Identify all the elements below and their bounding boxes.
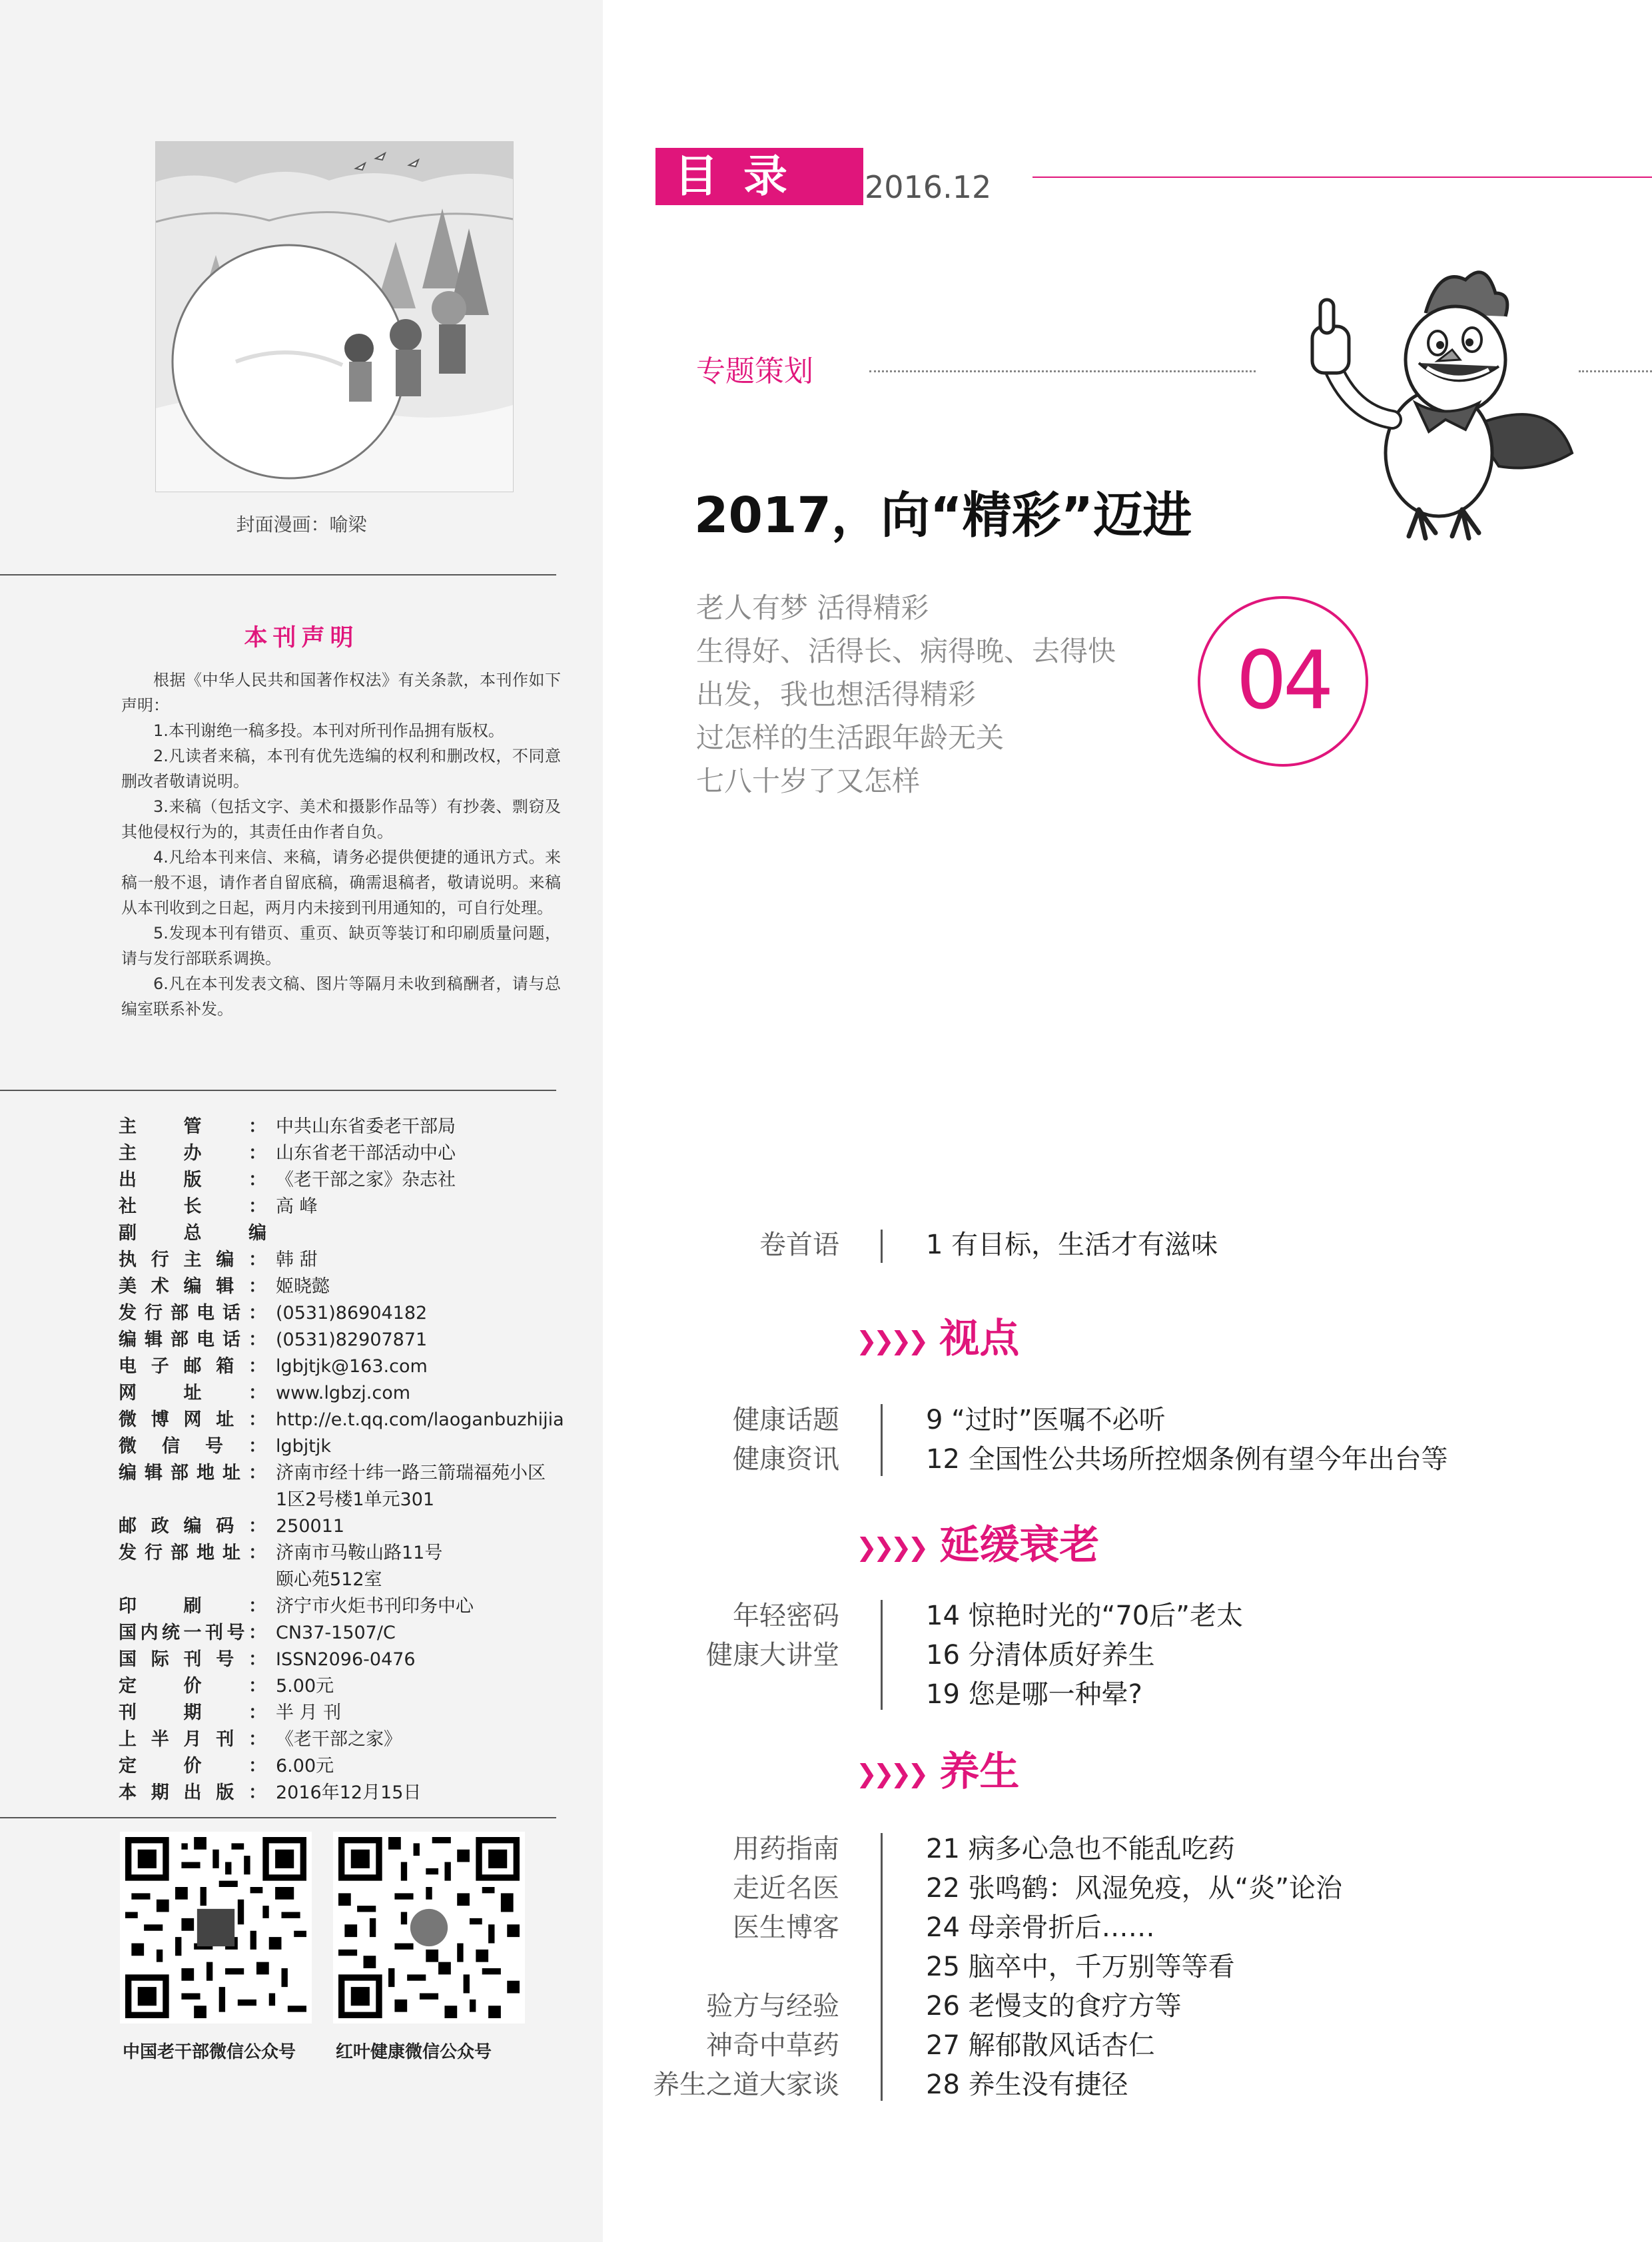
divider (0, 1090, 556, 1091)
section-title: 视点 (939, 1315, 1020, 1362)
masthead-row (119, 1247, 564, 1274)
header-rule (1032, 177, 1652, 178)
toc-items (926, 1597, 1243, 1714)
toc-divider (881, 1833, 883, 2101)
toc-item[interactable]: 16 分清体质好养生 (926, 1640, 1155, 1671)
dotted-rule (1579, 370, 1652, 372)
declaration-paragraph: 4.凡给本刊来信、来稿，请务必提供便捷的通讯方式。来稿一般不退，请作者自留底稿，确需退稿者，敬请说明。来稿从本刊收到之日起，两月内未接到刊用通知的，可自行处理。 (121, 848, 561, 917)
toc-items (926, 1401, 1448, 1479)
toc-item[interactable]: 28 养生没有捷径 (926, 2069, 1128, 2100)
masthead-label: 国 际 刊 号 ： (119, 1649, 266, 1670)
feature-subtitle: 七八十岁了又怎样 (696, 765, 921, 797)
masthead-value: http://e.t.qq.com/laoganbuzhijia (276, 1409, 564, 1430)
feature-page-number: 04 (1198, 596, 1368, 767)
toc-columns (613, 1830, 839, 2105)
masthead-row (119, 1433, 564, 1460)
masthead-label: 微 博 网 址 ： (119, 1409, 266, 1430)
toc-column: 健康话题 (733, 1405, 839, 1435)
masthead-row (119, 1327, 564, 1353)
toc-column: 走近名医 (733, 1873, 839, 1904)
toc-items (926, 1830, 1342, 2105)
toc-title: 目录 (655, 148, 863, 205)
chevrons-icon: ❯❯❯❯ (856, 1533, 925, 1563)
masthead-value: 中共山东省委老干部局 (276, 1116, 456, 1137)
masthead-label: 上 半 月 刊 ： (119, 1729, 266, 1750)
section-title: 养生 (939, 1748, 1020, 1795)
masthead-row (119, 1167, 564, 1194)
toc-item[interactable]: 25 脑卒中，千万别等等看 (926, 1952, 1235, 1982)
toc-column: 神奇中草药 (706, 2030, 839, 2061)
masthead-label: 定 价 ： (119, 1756, 266, 1776)
toc-item[interactable]: 22 张鸣鹤：风湿免疫，从“炎”论治 (926, 1873, 1343, 1904)
qr-code-1 (120, 1832, 312, 2063)
masthead-value: 姬晓懿 (276, 1276, 330, 1297)
masthead-label: 印 刷 ： (119, 1596, 266, 1617)
feature-headline: 2017，向“精彩”迈进 (694, 487, 1192, 544)
masthead-value: 2016年12月15日 (276, 1782, 422, 1803)
masthead-value: (0531)82907871 (276, 1329, 428, 1350)
masthead-value: 《老干部之家》 (276, 1729, 402, 1750)
masthead-row (119, 1220, 564, 1247)
qr-caption: 红叶健康微信公众号 (336, 2042, 492, 2062)
toc-item[interactable]: 14 惊艳时光的“70后”老太 (926, 1601, 1243, 1631)
masthead-value: 济南市马鞍山路11号 颐心苑512室 (276, 1543, 443, 1590)
toc-item[interactable]: 19 您是哪一种晕? (926, 1679, 1142, 1710)
cover-illustration (155, 141, 514, 492)
masthead-row (119, 1513, 564, 1540)
divider (0, 574, 556, 575)
toc-item[interactable]: 12 全国性公共场所控烟条例有望今年出台等 (926, 1444, 1448, 1475)
feature-subtitle: 出发，我也想活得精彩 (696, 678, 977, 711)
masthead-label: 定 价 ： (119, 1676, 266, 1696)
masthead-value: lgbjtjk (276, 1436, 332, 1457)
masthead-value: 韩 甜 (276, 1250, 318, 1270)
toc-divider (881, 1600, 883, 1710)
feature-subtitles (696, 586, 1116, 803)
masthead-value: 高 峰 (276, 1196, 318, 1217)
masthead-row (119, 1540, 564, 1593)
masthead-value: 6.00元 (276, 1756, 334, 1776)
declaration-paragraph: 5.发现本刊有错页、重页、缺页等装订和印刷质量问题，请与发行部联系调换。 (121, 924, 561, 968)
qr-code-icon (333, 1832, 525, 2024)
declaration-paragraph: 根据《中华人民共和国著作权法》有关条款，本刊作如下声明： (121, 671, 561, 715)
toc-column: 验方与经验 (706, 1991, 839, 2022)
section-heading (856, 1740, 1019, 1797)
masthead-label: 邮 政 编 码 ： (119, 1516, 266, 1537)
cover-caption: 封面漫画：喻梁 (236, 514, 367, 536)
chevrons-icon: ❯❯❯❯ (856, 1326, 925, 1356)
divider (0, 1817, 556, 1818)
masthead-label: 电 子 邮 箱 ： (119, 1356, 266, 1377)
masthead-label: 主 管 ： (119, 1116, 266, 1137)
masthead-value: (0531)86904182 (276, 1303, 428, 1323)
masthead-value: 济南市经十纬一路三箭瑞福苑小区 1区2号楼1单元301 (276, 1463, 546, 1510)
masthead-value: lgbjtjk@163.com (276, 1356, 428, 1377)
feature-subtitle: 过怎样的生活跟年龄无关 (696, 721, 1005, 754)
toc-column: 养生之道大家谈 (653, 2069, 839, 2100)
masthead-row (119, 1300, 564, 1327)
toc-item[interactable]: 21 病多心急也不能乱吃药 (926, 1834, 1235, 1864)
masthead-value: 半 月 刊 (276, 1702, 342, 1723)
masthead-row (119, 1647, 564, 1673)
masthead-label: 副 总 编 (119, 1223, 266, 1244)
masthead-value: 山东省老干部活动中心 (276, 1143, 456, 1164)
masthead-label: 社 长 ： (119, 1196, 266, 1217)
feature-subtitle: 老人有梦 活得精彩 (696, 591, 929, 624)
masthead-value: 250011 (276, 1516, 345, 1537)
masthead-row (119, 1407, 564, 1433)
masthead-row (119, 1700, 564, 1726)
declaration-paragraph: 1.本刊谢绝一稿多投。本刊对所刊作品拥有版权。 (153, 721, 504, 740)
masthead-row (119, 1726, 564, 1753)
toc-column: 用药指南 (733, 1834, 839, 1864)
masthead-label: 网 址 ： (119, 1383, 266, 1403)
masthead-value: ISSN2096-0476 (276, 1649, 416, 1670)
toc-divider (881, 1230, 883, 1263)
masthead-row (119, 1353, 564, 1380)
masthead-label: 主 办 ： (119, 1143, 266, 1164)
masthead-row (119, 1114, 564, 1140)
masthead-label: 微 信 号 ： (119, 1436, 266, 1457)
masthead-value: CN37-1507/C (276, 1623, 396, 1643)
masthead-row (119, 1753, 564, 1780)
toc-column-spacer (613, 1948, 839, 1987)
toc-column: 卷首语 (759, 1230, 839, 1260)
masthead-value: 5.00元 (276, 1676, 334, 1696)
toc-column: 年轻密码 (733, 1601, 839, 1631)
chevrons-icon: ❯❯❯❯ (856, 1759, 925, 1789)
masthead-label: 执 行 主 编 ： (119, 1250, 266, 1270)
masthead-row (119, 1673, 564, 1700)
declaration-paragraph: 2.凡读者来稿，本刊有优先选编的权利和删改权，不同意删改者敬请说明。 (121, 747, 561, 791)
toc-column: 医生博客 (733, 1912, 839, 1943)
feature-subtitle: 生得好、活得长、病得晚、去得快 (696, 635, 1116, 667)
masthead-label: 发 行 部 地 址 ： (119, 1543, 266, 1563)
qr-code-2 (333, 1832, 525, 2063)
section-title: 延缓衰老 (939, 1522, 1100, 1569)
masthead-label: 发 行 部 电 话 ： (119, 1303, 266, 1323)
masthead-info (119, 1114, 564, 1806)
issue-date: 2016.12 (865, 169, 992, 205)
toc-item[interactable]: 9 “过时”医嘱不必听 (926, 1405, 1166, 1435)
declaration-title: 本刊声明 (244, 625, 359, 651)
toc-column: 健康资讯 (733, 1444, 839, 1475)
masthead-row (119, 1620, 564, 1647)
qr-caption: 中国老干部微信公众号 (123, 2042, 296, 2062)
toc-columns (613, 1401, 839, 1479)
feature-label: 专题策划 (696, 354, 813, 388)
section-heading (856, 1513, 1099, 1571)
declaration-paragraph: 3.来稿（包括文字、美术和摄影作品等）有抄袭、剽窃及其他侵权行为的，其责任由作者自负。 (121, 797, 561, 841)
toc-item[interactable]: 24 母亲骨折后…… (926, 1912, 1155, 1943)
masthead-label: 国 内 统 一 刊 号 ： (119, 1623, 266, 1643)
masthead-value: 《老干部之家》杂志社 (276, 1170, 456, 1190)
rooster-mascot (1286, 253, 1579, 546)
masthead-label: 美 术 编 辑 ： (119, 1276, 266, 1297)
toc-item[interactable]: 1 有目标，生活才有滋味 (926, 1230, 1218, 1260)
toc-column: 健康大讲堂 (706, 1640, 839, 1671)
dotted-rule (869, 370, 1256, 372)
masthead-row (119, 1140, 564, 1167)
qr-code-icon (120, 1832, 312, 2024)
masthead-row (119, 1274, 564, 1300)
masthead-label: 出 版 ： (119, 1170, 266, 1190)
toc-item[interactable]: 27 解郁散风话杏仁 (926, 2030, 1155, 2061)
masthead-row (119, 1780, 564, 1806)
toc-item[interactable]: 26 老慢支的食疗方等 (926, 1991, 1182, 2022)
masthead-row (119, 1380, 564, 1407)
masthead-row (119, 1460, 564, 1513)
masthead-label: 刊 期 ： (119, 1702, 266, 1723)
masthead-label: 编 辑 部 电 话 ： (119, 1329, 266, 1350)
masthead-label: 编 辑 部 地 址 ： (119, 1463, 266, 1483)
masthead-label: 本 期 出 版 ： (119, 1782, 266, 1803)
masthead-row (119, 1194, 564, 1220)
masthead-value: 济宁市火炬书刊印务中心 (276, 1596, 474, 1617)
masthead-value: www.lgbzj.com (276, 1383, 411, 1403)
declaration-text (121, 667, 561, 1022)
masthead-row (119, 1593, 564, 1620)
section-heading (856, 1307, 1019, 1364)
toc-columns (613, 1597, 839, 1675)
toc-divider (881, 1404, 883, 1476)
declaration-paragraph: 6.凡在本刊发表文稿、图片等隔月未收到稿酬者，请与总编室联系补发。 (121, 974, 561, 1018)
